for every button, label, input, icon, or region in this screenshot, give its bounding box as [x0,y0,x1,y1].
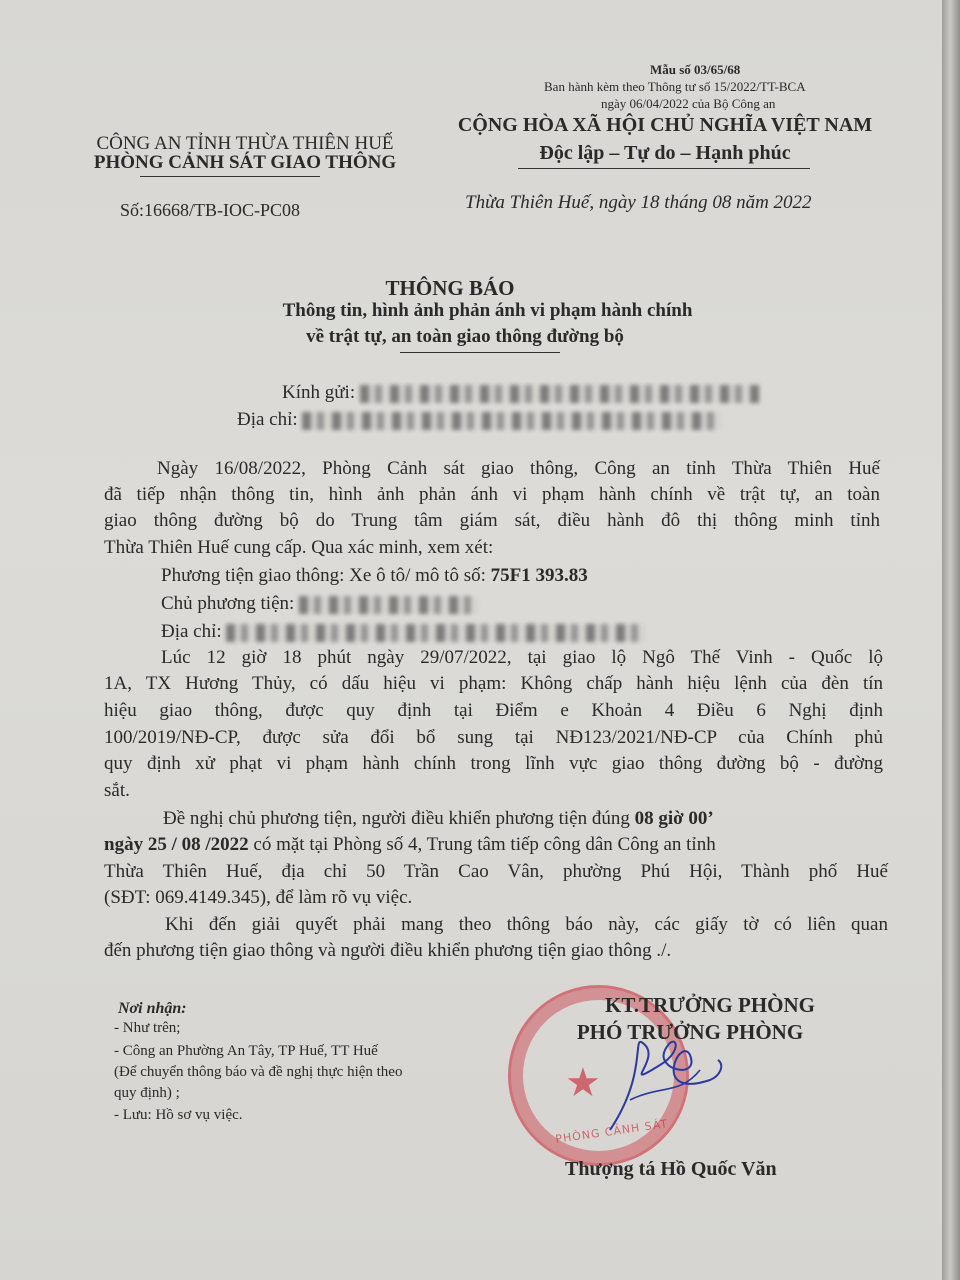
body-line: giao thông đường bộ do Trung tâm giám sát, điều hành đô thị thông minh tỉnh [104,510,880,531]
department-name: PHÒNG CẢNH SÁT GIAO THÔNG [93,152,397,173]
body-line: 100/2019/NĐ-CP, được sửa đổi bổ sung tại NĐ123/2021/NĐ-CP của Chính phủ [104,727,883,748]
redacted-recipient-address [302,412,722,430]
document-number: Số:16668/TB-IOC-PC08 [120,200,301,220]
redacted-owner [299,596,479,614]
body-line: sắt. [104,780,130,801]
appointment-line-2 [104,834,716,856]
body-line: Khi đến giải quyết phải mang theo thông báo này, các giấy tờ có liên quan [165,914,888,935]
recipient-address-row [237,409,722,431]
recipients-item: - Như trên; [114,1020,181,1036]
stamp-star-icon: ★ [565,1060,601,1106]
department-underline [140,176,320,177]
body-line: hiệu giao thông, được quy định tại Điểm e Khoản 4 Điều 6 Nghị định [104,700,883,721]
appointment-line-1 [163,808,714,830]
document-subtitle-1: Thông tin, hình ảnh phản ánh vi phạm hành chính [282,300,693,321]
title-underline [400,352,560,353]
appointment-date: 25 / 08 /2022 [147,834,249,855]
body-line: Thừa Thiên Huế cung cấp. Qua xác minh, xem xét: [104,537,494,558]
body-line: (SĐT: 069.4149.345), để làm rõ vụ việc. [104,887,413,908]
body-line: quy định xử phạt vi phạm hành chính trong lĩnh vực giao thông đường bộ - đường [104,753,883,774]
appointment-time: 08 giờ 00’ [634,808,714,829]
owner-address-row [161,621,646,643]
national-motto: Độc lập – Tự do – Hạnh phúc [539,142,791,164]
form-reference-line2: ngày 06/04/2022 của Bộ Công an [601,96,776,111]
kinh-gui-label: Kính gửi: [282,382,356,403]
appointment-text: có mặt tại Phòng số 4, Trung tâm tiếp công dân Công an tỉnh [253,834,716,855]
vehicle-label: Phương tiện giao thông: Xe ô tô/ mô tô số: [161,565,486,586]
signer-name: Thượng tá Hồ Quốc Văn [565,1158,777,1180]
dia-chi-label: Địa chỉ: [237,409,298,430]
body-line: Lúc 12 giờ 18 phút ngày 29/07/2022, tại giao lộ Ngô Thế Vinh - Quốc lộ [161,647,883,668]
motto-underline [518,168,810,169]
recipients-item: - Công an Phường An Tây, TP Huế, TT Huế [114,1043,378,1059]
document-subtitle-2: về trật tự, an toàn giao thông đường bộ [306,326,624,347]
document-title: THÔNG BÁO [385,276,515,300]
place-date: Thừa Thiên Huế, ngày 18 tháng 08 năm 2022 [465,192,812,213]
owner-row [161,593,479,615]
stamp-text: PHÒNG CẢNH SÁT [554,1117,669,1146]
redacted-recipient [360,385,760,403]
recipients-item: - Lưu: Hồ sơ vụ việc. [114,1107,243,1123]
body-line: đến phương tiện giao thông và người điều khiển phương tiện giao thông ./. [104,940,672,961]
license-plate: 75F1 393.83 [490,565,588,586]
recipients-list-label: Nơi nhận: [118,1000,187,1017]
recipient-row [282,382,760,404]
signature-title-1: KT.TRƯỞNG PHÒNG [605,993,815,1017]
recipients-item: (Để chuyển thông báo và đề nghị thực hiện theo [114,1064,403,1080]
recipients-item: quy định) ; [114,1085,180,1101]
form-number: Mẫu số 03/65/68 [650,62,741,77]
owner-address-label: Địa chỉ: [161,621,222,642]
body-line: Ngày 16/08/2022, Phòng Cảnh sát giao thông, Công an tỉnh Thừa Thiên Huế [157,458,880,479]
handwritten-signature [590,1010,730,1140]
vehicle-row [161,565,588,587]
agency-name: CÔNG AN TỈNH THỪA THIÊN HUẾ [96,133,394,154]
appointment-text: Đề nghị chủ phương tiện, người điều khiển phương tiện đúng [163,808,630,829]
body-line: 1A, TX Hương Thủy, có dấu hiệu vi phạm: Không chấp hành hiệu lệnh của đèn tín [104,673,883,694]
signature-title-2: PHÓ TRƯỞNG PHÒNG [576,1020,804,1044]
appointment-day-label: ngày [104,834,144,855]
owner-label: Chủ phương tiện: [161,593,295,614]
form-reference-line1: Ban hành kèm theo Thông tư số 15/2022/TT-BCA [544,79,806,94]
body-line: đã tiếp nhận thông tin, hình ảnh phản ánh vi phạm hành chính về trật tự, an toàn [104,484,880,505]
redacted-owner-address [226,624,646,642]
national-title: CỘNG HÒA XÃ HỘI CHỦ NGHĨA VIỆT NAM [457,114,873,136]
body-line: Thừa Thiên Huế, địa chỉ 50 Trần Cao Vân, phường Phú Hội, Thành phố Huế [104,861,888,882]
paper-edge [942,0,960,1280]
